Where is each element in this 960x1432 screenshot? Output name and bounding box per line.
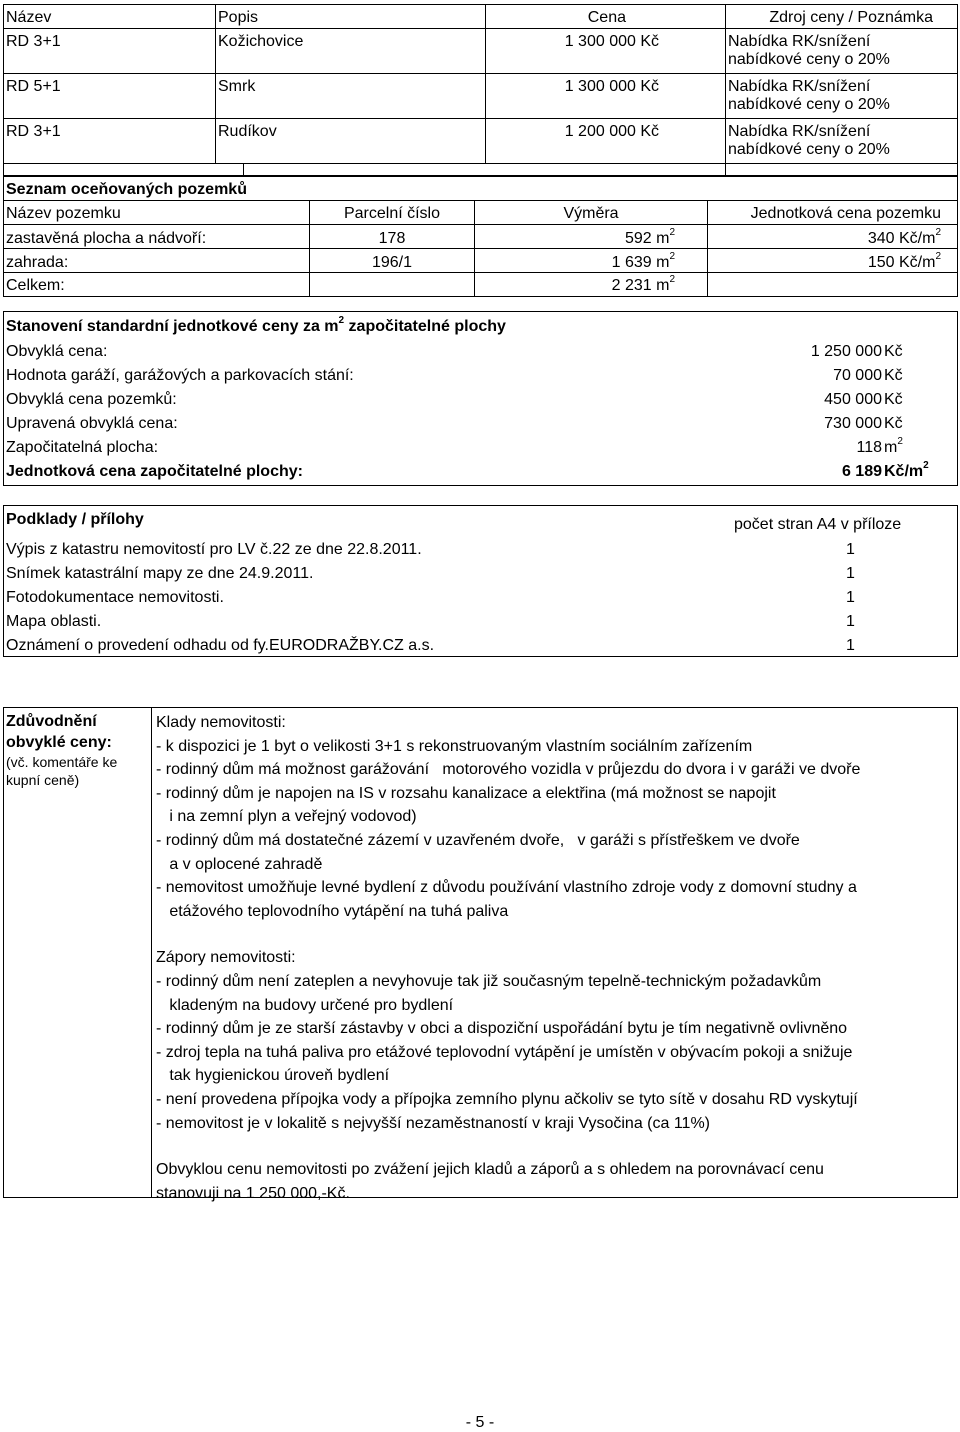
header-area: Výměra [474, 201, 707, 224]
list-item [4, 562, 957, 586]
list-item [4, 610, 957, 634]
table-row [4, 436, 957, 460]
property-type: RD 3+1 [6, 123, 61, 140]
row-label: Obvyklá cena: [6, 343, 108, 360]
pages-header: počet stran A4 v příloze [734, 516, 902, 533]
header-parcel: Parcelní číslo [309, 201, 474, 224]
attachments-list [4, 538, 957, 658]
row-unit: Kč [884, 343, 903, 360]
pros-item: - rodinný dům má možnost garážování motorového vozidla v průjezdu do dvora i v garáži ve dvoře [156, 761, 861, 779]
header-price: Cena [485, 5, 725, 28]
row-label: Obvyklá cena pozemků: [6, 391, 177, 408]
attachment-label: Oznámení o provedení odhadu od fy.EURODRAŽBY.CZ a.s. [6, 637, 435, 654]
property-type: RD 5+1 [6, 78, 61, 95]
property-type: RD 3+1 [6, 33, 61, 50]
row-value: 450 000 [824, 391, 882, 408]
table-row [4, 412, 957, 436]
row-label: Započitatelná plocha: [6, 439, 159, 456]
cons-item: - nemovitost je v lokalitě s nejvyšší nezaměstnaností v kraji Vysočina (ca 11%) [156, 1114, 710, 1132]
property-price: 1 300 000 Kč [485, 29, 725, 73]
property-price: 1 300 000 Kč [485, 74, 725, 118]
table-row [4, 225, 957, 249]
cons-title: Zápory nemovitosti: [156, 949, 296, 967]
row-label: Hodnota garáží, garážových a parkovacích stání: [6, 367, 354, 384]
table-row [4, 388, 957, 412]
justification-content [156, 711, 956, 1205]
justification-title-line-1: Zdůvodnění [6, 713, 97, 730]
property-location: Kožichovice [215, 29, 485, 73]
final-label: Jednotková cena započitatelné plochy: [6, 463, 303, 480]
land-title: Seznam oceňovaných pozemků [6, 181, 247, 198]
property-location: Smrk [215, 74, 485, 118]
table-row [4, 74, 957, 119]
list-item [4, 634, 957, 658]
cons-item: - rodinný dům je ze starší zástavby v obci a dispoziční uspořádání bytu je tím negativně ovlivněno [156, 1020, 848, 1038]
header-land-name: Název pozemku [6, 205, 121, 222]
header-name: Název [6, 9, 52, 26]
attachments-title: Podklady / přílohy [6, 511, 144, 528]
row-value: 118 [856, 439, 882, 456]
cons-section [156, 946, 956, 1135]
attachment-pages: 1 [846, 613, 855, 630]
row-label: Upravená obvyklá cena: [6, 415, 178, 432]
list-item [4, 586, 957, 610]
land-unit-price: 150 $Kč/m^2$ [707, 249, 957, 272]
standard-price-rows [4, 340, 957, 484]
attachment-label: Mapa oblasti. [6, 613, 102, 630]
attachment-pages: 1 [846, 541, 855, 558]
row-value: 1 250 000 [810, 343, 882, 360]
row-value: 730 000 [824, 415, 882, 432]
row-unit: Kč [884, 391, 903, 408]
justification-note-line-1: (vč. komentáře ke [6, 754, 118, 770]
total-area: 2 231 $m^2$ [474, 273, 707, 296]
property-price: 1 200 000 Kč [485, 119, 725, 163]
land-area: 592 $m^2$ [474, 225, 707, 248]
list-item [4, 538, 957, 562]
cons-item: - zdroj tepla na tuhá paliva pro etážové teplovodní vytápění je umístěn v obývacím pokoji a snižuje [156, 1043, 853, 1061]
table-row [4, 249, 957, 273]
page-number: - 5 - [465, 1414, 495, 1431]
justification-box [3, 707, 958, 1202]
note-line-1: Nabídka RK/snížení [728, 123, 871, 140]
standard-price-table [3, 311, 958, 486]
note-line-2: nabídkové ceny o 20% [728, 51, 890, 68]
cons-item: tak hygienickou úroveň bydlení [156, 1067, 390, 1085]
row-unit: Kč [884, 367, 903, 384]
justification-note-line-2: kupní ceně) [6, 772, 80, 788]
property-location: Rudíkov [215, 119, 485, 163]
header-source: Zdroj ceny / Poznámka [725, 5, 957, 28]
attachment-pages: 1 [846, 565, 855, 582]
justification-title-line-2: obvyklé ceny: [6, 734, 112, 751]
attachment-pages: 1 [846, 637, 855, 654]
parcel-number: 196/1 [309, 249, 474, 272]
row-unit: Kč [884, 415, 903, 432]
land-header-row [4, 201, 957, 225]
parcel-number: 178 [309, 225, 474, 248]
pros-section [156, 711, 956, 923]
attachment-label: Fotodokumentace nemovitosti. [6, 589, 224, 606]
attachment-label: Snímek katastrální mapy ze dne 24.9.2011. [6, 565, 314, 582]
note-line-1: Nabídka RK/snížení [728, 78, 871, 95]
land-unit-price: 340 $Kč/m^2$ [707, 225, 957, 248]
pros-item: - nemovitost umožňuje levné bydlení z důvodu používání vlastního zdroje vody z domovní studny a [156, 879, 857, 897]
note-line-2: nabídkové ceny o 20% [728, 141, 890, 158]
table-row [4, 29, 957, 74]
conclusion-line-2: stanovuji na 1 250 000,-Kč. [156, 1184, 350, 1202]
comparables-header-row [4, 5, 957, 29]
standard-price-title: Stanovení standardní jednotkové ceny za $m^2$ započitatelné plochy [6, 314, 506, 335]
land-title-row [4, 176, 957, 201]
comparables-table [3, 4, 958, 177]
pros-item: - rodinný dům má dostatečné zázemí v uzavřeném dvoře, v garáži s přístřeškem ve dvoře [156, 831, 800, 849]
pros-item: a v oplocené zahradě [156, 855, 323, 873]
conclusion [156, 1158, 956, 1205]
property-note [725, 29, 957, 73]
pros-item: - rodinný dům je napojen na IS v rozsahu kanalizace a elektřina (má možnost se napojit [156, 784, 776, 802]
row-unit: $m^2$ [884, 435, 903, 456]
property-note [725, 74, 957, 118]
table-row [4, 364, 957, 388]
land-table [3, 175, 958, 297]
property-note [725, 119, 957, 163]
final-value: 6 189 [841, 463, 882, 480]
note-line-2: nabídkové ceny o 20% [728, 96, 890, 113]
pros-title: Klady nemovitosti: [156, 714, 286, 731]
land-area: 1 639 $m^2$ [474, 249, 707, 272]
attachment-label: Výpis z katastru nemovitostí pro LV č.22 ze dne 22.8.2011. [6, 541, 422, 558]
cons-item: - rodinný dům není zateplen a nevyhovuje tak již současným tepelně-technickým požadavkům [156, 972, 822, 990]
header-description: Popis [215, 5, 485, 28]
land-name: zahrada: [6, 254, 69, 271]
table-row [4, 119, 957, 164]
land-name: zastavěná plocha a nádvoří: [6, 230, 207, 247]
total-label: Celkem: [6, 277, 65, 294]
justification-label-cell [4, 708, 152, 1197]
final-unit: $Kč/m^2$ [884, 459, 929, 480]
pros-item: i na zemní plyn a veřejný vodovod) [156, 808, 417, 826]
row-value: 70 000 [833, 367, 882, 384]
attachment-pages: 1 [846, 589, 855, 606]
pros-item: etážového teplovodního vytápění na tuhá paliva [156, 902, 509, 920]
pros-item: - k dispozici je 1 byt o velikosti 3+1 s rekonstruovaným vlastním sociálním zařízením [156, 737, 753, 755]
attachments-table [3, 505, 958, 657]
conclusion-line-1: Obvyklou cenu nemovitosti po zvážení jejich kladů a záporů a s ohledem na porovnávací cenu [156, 1161, 824, 1179]
table-row [4, 340, 957, 364]
land-total-row [4, 273, 957, 296]
final-unit-price-row [4, 460, 957, 484]
header-unit-price: Jednotková cena pozemku [707, 201, 957, 224]
cons-item: - není provedena přípojka vody a přípojka zemního plynu ačkoliv se tyto sítě v dosahu RD vyskytují [156, 1090, 858, 1108]
note-line-1: Nabídka RK/snížení [728, 33, 871, 50]
cons-item: kladeným na budovy určené pro bydlení [156, 996, 454, 1014]
